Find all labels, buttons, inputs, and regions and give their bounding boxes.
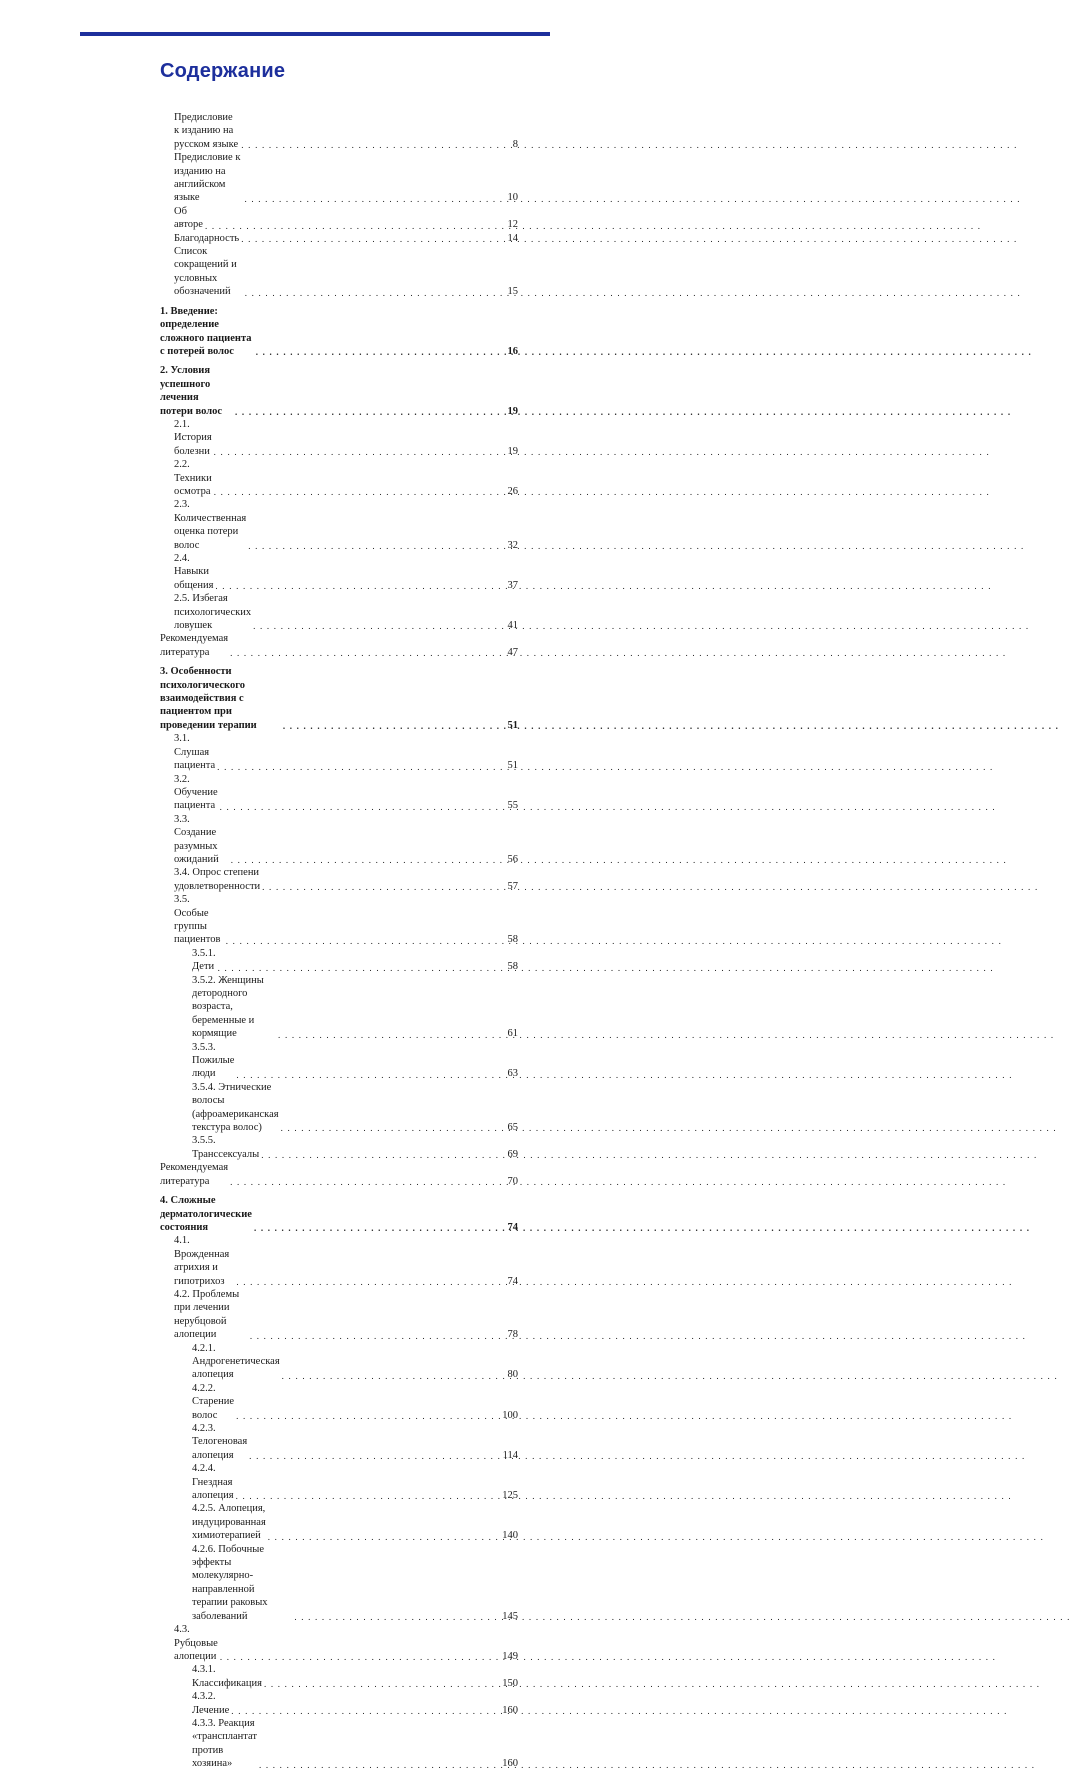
toc-page-number: 69	[507, 1148, 518, 1160]
dot-leader	[253, 623, 506, 629]
toc-entry-title: 3.4. Опрос степени удовлетворенности	[174, 867, 261, 892]
toc-page-number: 160	[502, 1758, 518, 1770]
toc-entry[interactable]	[160, 1502, 518, 1542]
toc-entry[interactable]	[160, 1543, 518, 1623]
toc-page-number: 47	[507, 646, 518, 658]
toc-chapter[interactable]	[160, 1194, 518, 1234]
toc-references[interactable]	[160, 1161, 518, 1188]
dot-leader	[278, 1032, 506, 1038]
toc-entry-title: 3.5.1. Дети	[192, 947, 216, 973]
toc-page-number: 8	[512, 138, 518, 150]
toc-entry-title: 4.2. Проблемы при лечении нерубцовой алопеции	[174, 1288, 240, 1341]
toc-entry[interactable]	[160, 1234, 518, 1288]
toc-entry[interactable]	[160, 232, 518, 245]
toc-chapter[interactable]	[160, 665, 518, 732]
toc-entry-title: Предисловие к изданию на русском языке	[174, 112, 239, 150]
toc-entry[interactable]	[160, 552, 518, 592]
toc-entry-title: 4.2.5. Алопеция, индуцированная химиотерапией	[192, 1503, 266, 1542]
toc-page-number: 160	[502, 1704, 518, 1716]
toc-entry[interactable]	[160, 498, 518, 552]
top-rule	[80, 32, 550, 36]
toc-entry[interactable]	[160, 418, 518, 458]
toc-chapter[interactable]	[160, 364, 518, 418]
toc-entry-title: 4.2.3. Телогеновая алопеция	[192, 1423, 248, 1461]
dot-leader	[261, 1152, 506, 1158]
toc-entry[interactable]	[160, 458, 518, 498]
dot-leader	[268, 1534, 501, 1540]
toc-entry-title: 4.3.2. Лечение	[192, 1691, 230, 1716]
dot-leader	[220, 804, 507, 810]
toc-entry-title: Об авторе	[174, 205, 203, 231]
toc-entry-title: 3.5.2. Женщины детородного возраста, беременные и кормящие	[192, 974, 264, 1040]
toc-entry-title: 4.2.2. Старение волос	[192, 1382, 235, 1421]
toc-chapter[interactable]	[160, 305, 518, 359]
dot-leader	[250, 1333, 507, 1339]
dot-leader	[294, 1614, 501, 1620]
toc-entry-title: 4.2.1. Андрогенетическая алопеция	[192, 1342, 280, 1381]
toc-page-number: 65	[507, 1122, 518, 1134]
toc-entry[interactable]	[160, 1081, 518, 1135]
toc-entry[interactable]	[160, 1663, 518, 1690]
toc-page-number: 150	[502, 1677, 518, 1689]
toc-page-number: 56	[507, 853, 518, 865]
toc-page-number: 70	[507, 1175, 518, 1187]
toc-page-number: 15	[507, 286, 518, 298]
toc-entry-title: Благодарность	[174, 232, 240, 244]
toc-entry[interactable]	[160, 1134, 518, 1161]
toc-entry[interactable]	[160, 732, 518, 772]
toc-page-number: 10	[507, 192, 518, 204]
toc-page-number: 41	[507, 620, 518, 632]
toc-entry[interactable]	[160, 245, 518, 299]
dot-leader	[215, 583, 506, 589]
table-of-contents	[160, 111, 518, 1771]
dot-leader	[231, 857, 507, 863]
dot-leader	[220, 1654, 501, 1660]
toc-entry-title: 3. Особенности психологического взаимодействия с пациентом при проведении терапии	[160, 666, 257, 731]
toc-page-number: 32	[507, 539, 518, 551]
toc-entry[interactable]	[160, 1382, 518, 1422]
toc-page-number: 61	[507, 1028, 518, 1040]
dot-leader	[262, 884, 506, 890]
toc-entry-title: Список сокращений и условных обозначений	[174, 246, 237, 298]
toc-entry-title: 2.1. История болезни	[174, 418, 212, 457]
dot-leader	[259, 1762, 501, 1768]
dot-leader	[249, 1453, 501, 1459]
dot-leader	[241, 142, 511, 148]
toc-entry-title: 4.2.6. Побочные эффекты молекулярно-направленной терапии раковых заболеваний	[192, 1543, 268, 1622]
toc-entry[interactable]	[160, 813, 518, 867]
toc-page-number: 78	[507, 1329, 518, 1341]
toc-entry[interactable]	[160, 773, 518, 813]
dot-leader	[226, 938, 507, 944]
toc-entry-title: 2.5. Избегая психологических ловушек	[174, 593, 252, 632]
dot-leader	[248, 543, 506, 549]
toc-entry-title: Рекомендуемая литература	[160, 633, 229, 658]
toc-page-number: 100	[502, 1409, 518, 1421]
toc-page-number: 74	[507, 1221, 518, 1233]
toc-entry-title: 3.5. Особые группы пациентов	[174, 894, 221, 946]
toc-page-number: 12	[507, 219, 518, 231]
toc-entry-title: 4.1. Врожденная атрихия и гипотрихоз	[174, 1235, 230, 1287]
toc-entry[interactable]	[160, 1288, 518, 1342]
toc-entry[interactable]	[160, 1422, 518, 1462]
toc-page-number: 14	[507, 232, 518, 244]
toc-entry-title: 3.3. Создание разумных ожиданий	[174, 813, 219, 865]
toc-page-number: 57	[507, 880, 518, 892]
toc-entry-title: 3.5.3. Пожилые люди	[192, 1041, 235, 1080]
dot-leader	[236, 1279, 506, 1285]
dot-leader	[245, 290, 507, 296]
toc-entry-title: 3.1. Слушая пациента	[174, 733, 216, 772]
toc-page-number: 16	[507, 345, 518, 357]
toc-entry[interactable]	[160, 111, 518, 151]
toc-page-number: 26	[507, 485, 518, 497]
toc-entry[interactable]	[160, 1041, 518, 1081]
toc-entry-title: 1. Введение: определение сложного пациента с потерей волос	[160, 305, 252, 357]
toc-entry-title: Рекомендуемая литература	[160, 1162, 229, 1187]
dot-leader	[236, 1072, 506, 1078]
toc-entry[interactable]	[160, 592, 518, 632]
toc-entry-title: 2.3. Количественная оценка потери волос	[174, 499, 247, 551]
page-title: Содержание	[160, 60, 286, 82]
toc-page-number: 58	[507, 961, 518, 973]
dot-leader	[218, 965, 507, 971]
toc-entry[interactable]	[160, 1623, 518, 1663]
toc-page-number: 125	[502, 1490, 518, 1502]
toc-page-number: 140	[502, 1530, 518, 1542]
toc-entry-title: 2.2. Техники осмотра	[174, 459, 212, 497]
toc-page-number: 80	[507, 1369, 518, 1381]
toc-entry[interactable]	[160, 866, 518, 893]
dot-leader	[214, 449, 507, 455]
toc-entry-title: 4.3. Рубцовые алопеции	[174, 1624, 218, 1662]
dot-leader	[283, 723, 507, 729]
toc-entry[interactable]	[160, 893, 518, 947]
toc-entry[interactable]	[160, 1342, 518, 1382]
toc-page-number: 55	[507, 800, 518, 812]
toc-page-number: 51	[507, 760, 518, 772]
dot-leader	[282, 1373, 507, 1379]
toc-entry-title: 4. Сложные дерматологические состояния	[160, 1195, 252, 1233]
toc-entry[interactable]	[160, 151, 518, 205]
dot-leader	[214, 489, 507, 495]
dot-leader	[256, 349, 507, 355]
toc-page-number: 58	[507, 934, 518, 946]
toc-page-number: 37	[507, 579, 518, 591]
toc-entry-title: 4.2.4. Гнездная алопеция	[192, 1463, 234, 1502]
dot-leader	[230, 650, 506, 656]
toc-page-number: 51	[507, 719, 518, 731]
toc-entry-title: 3.5.4. Этнические волосы (афроамериканская текстура волос)	[192, 1081, 279, 1134]
toc-entry[interactable]	[160, 1717, 518, 1771]
dot-leader	[217, 764, 506, 770]
toc-entry[interactable]	[160, 1690, 518, 1717]
dot-leader	[241, 236, 506, 242]
dot-leader	[231, 1708, 501, 1714]
toc-page-number: 114	[502, 1449, 518, 1461]
toc-page-number: 19	[507, 445, 518, 457]
toc-page-number: 149	[502, 1650, 518, 1662]
toc-entry-title: 2.4. Навыки общения	[174, 553, 214, 591]
toc-entry-title: Предисловие к изданию на английском языке	[174, 152, 241, 204]
toc-page-number: 19	[507, 405, 518, 417]
dot-leader	[205, 223, 507, 229]
dot-leader	[230, 1179, 506, 1185]
toc-entry-title: 4.3.1. Классификация	[192, 1664, 262, 1689]
toc-references[interactable]	[160, 632, 518, 659]
toc-page-number: 74	[507, 1275, 518, 1287]
dot-leader	[236, 1493, 502, 1499]
dot-leader	[236, 1413, 501, 1419]
toc-page-number: 63	[507, 1068, 518, 1080]
dot-leader	[244, 196, 506, 202]
toc-entry-title: 3.5.5. Транссексуалы	[192, 1135, 260, 1160]
toc-page-number: 145	[502, 1610, 518, 1622]
dot-leader	[254, 1225, 507, 1231]
toc-entry-title: 2. Условия успешного лечения потери волос	[160, 365, 223, 417]
toc-entry[interactable]	[160, 974, 518, 1041]
toc-entry-title: 4.3.3. Реакция «трансплантат против хозяина»	[192, 1717, 257, 1770]
toc-entry[interactable]	[160, 947, 518, 974]
dot-leader	[281, 1125, 507, 1131]
toc-entry-title: 3.2. Обучение пациента	[174, 773, 218, 812]
toc-entry[interactable]	[160, 1462, 518, 1502]
dot-leader	[264, 1681, 501, 1687]
dot-leader	[235, 409, 506, 415]
toc-entry[interactable]	[160, 205, 518, 232]
